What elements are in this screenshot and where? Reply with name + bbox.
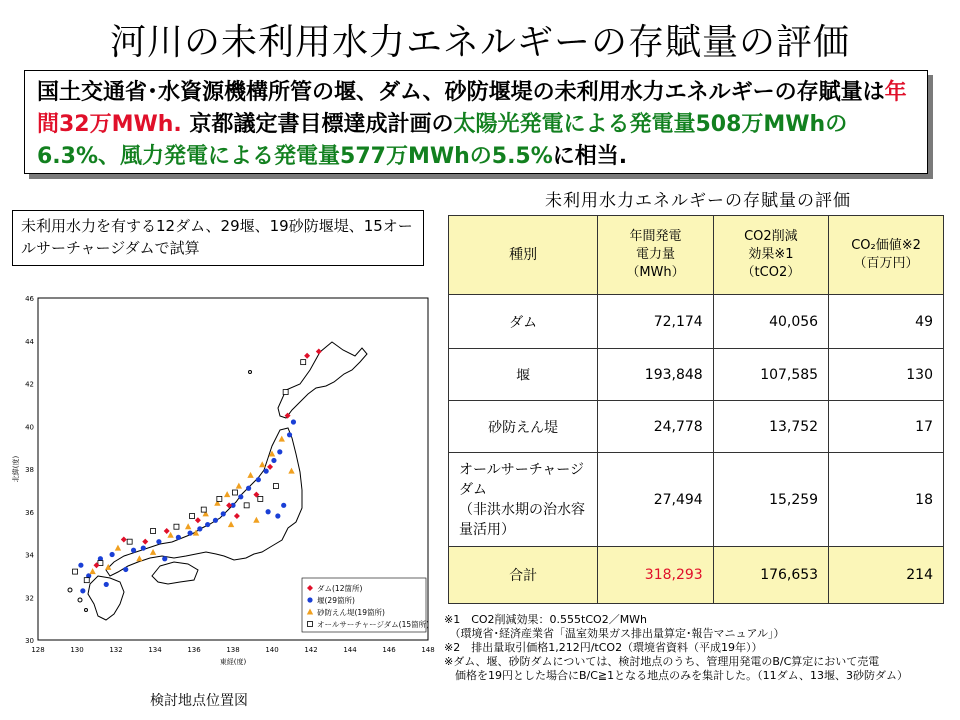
- page-title: 河川の未利用水力エネルギーの存賦量の評価: [109, 22, 850, 63]
- header-text: 年間発電 電力量 （MWh）: [626, 229, 685, 280]
- surcharge-dam-point: [201, 507, 206, 512]
- x-tick-label: 128: [31, 646, 45, 654]
- x-tick-label: 130: [70, 646, 84, 654]
- table-cell: 193,848: [598, 349, 713, 401]
- row-label: 堰: [449, 349, 598, 401]
- footnote-line: （環境省･経済産業省「温室効果ガス排出量算定･報告マニュアル」）: [444, 627, 785, 640]
- weir-point: [238, 494, 243, 499]
- table-cell: 107,585: [713, 349, 828, 401]
- y-tick-label: 32: [25, 594, 34, 603]
- surcharge-dam-point: [244, 503, 249, 508]
- table-row: [449, 453, 944, 547]
- y-tick-label: 30: [25, 637, 34, 645]
- weir-point: [221, 511, 226, 516]
- x-tick-label: 142: [304, 646, 318, 654]
- header-cell: [598, 216, 713, 295]
- summary-box: [24, 70, 928, 174]
- y-tick-label: 36: [25, 508, 34, 517]
- table-cell: 176,653: [713, 547, 828, 604]
- weir-point: [271, 458, 276, 463]
- row-label-text: オールサーチャージ ダム （非洪水期の治水容 量活用）: [459, 461, 585, 538]
- weir-point: [104, 582, 109, 587]
- weir-point: [277, 449, 282, 454]
- table-header-row: [449, 216, 944, 295]
- header-text: CO₂価値※2 （百万円）: [851, 238, 921, 271]
- surcharge-dam-point: [232, 490, 237, 495]
- table-cell: 24,778: [598, 401, 713, 453]
- x-tick-label: 134: [148, 646, 162, 654]
- summary-highlight-comparison: 太陽光発電による発電量508万MWhの6.3%、風力発電による発電量577万MWhの5.5%: [37, 112, 848, 169]
- header-cell: [713, 216, 828, 295]
- x-tick-label: 140: [265, 646, 279, 654]
- header-cell: 種別: [449, 216, 598, 295]
- summary-text-1: 国土交通省･水資源機構所管の堰、ダム、砂防堰堤の未利用水力エネルギーの存賦量は: [37, 80, 885, 105]
- weir-point: [205, 522, 210, 527]
- table-row: [449, 295, 944, 349]
- table-cell: 17: [829, 401, 944, 453]
- x-axis-label: 東経(度): [219, 658, 247, 666]
- row-label: ダム: [449, 295, 598, 349]
- x-tick-label: 148: [421, 646, 435, 654]
- table-cell: 27,494: [598, 453, 713, 547]
- row-label: 合計: [449, 547, 598, 604]
- weir-point: [110, 552, 115, 557]
- legend-label: ダム(12箇所): [317, 584, 363, 593]
- weir-point: [162, 556, 167, 561]
- x-tick-label: 146: [382, 646, 396, 654]
- weir-point: [256, 477, 261, 482]
- legend-symbol-weir: [307, 597, 312, 602]
- weir-point: [264, 469, 269, 474]
- header-text: CO2削減 効果※1 （tCO2）: [741, 229, 801, 280]
- x-tick-label: 138: [226, 646, 240, 654]
- weir-point: [246, 486, 251, 491]
- weir-point: [291, 419, 296, 424]
- trial-note: 未利用水力を有する12ダム、29堰、19砂防堰堤、15オールサーチャージダムで試算: [12, 210, 424, 266]
- x-tick-label: 132: [109, 646, 123, 654]
- surcharge-dam-point: [127, 539, 132, 544]
- table-row: [449, 401, 944, 453]
- legend-label: 砂防えん堤(19箇所): [317, 608, 385, 617]
- weir-point: [287, 432, 292, 437]
- location-map: [10, 290, 440, 680]
- y-tick-label: 44: [25, 337, 34, 346]
- table-cell: 40,056: [713, 295, 828, 349]
- y-tick-label: 40: [25, 423, 34, 432]
- weir-point: [281, 503, 286, 508]
- table-cell: 15,259: [713, 453, 828, 547]
- surcharge-dam-point: [151, 528, 156, 533]
- legend-label: 堰(29箇所): [317, 596, 355, 605]
- y-tick-label: 38: [25, 466, 34, 474]
- footnote-line: 価格を19円とした場合にB/C≧1となる地点のみを集計した。（11ダム、13堰、3砂防ダム）: [444, 669, 908, 682]
- header-cell: [829, 216, 944, 295]
- x-tick-label: 144: [343, 646, 357, 654]
- weir-point: [197, 526, 202, 531]
- weir-point: [266, 509, 271, 514]
- surcharge-dam-point: [190, 514, 195, 519]
- table-cell-total-highlight: 318,293: [598, 547, 713, 604]
- x-tick-label: 136: [187, 646, 201, 654]
- summary-text-2: 京都議定書目標達成計画の: [181, 112, 454, 137]
- table-cell: 13,752: [713, 401, 828, 453]
- summary-text-3: に相当.: [552, 144, 628, 169]
- table-total-row: [449, 547, 944, 604]
- surcharge-dam-point: [273, 484, 278, 489]
- legend-symbol-surcharge: [308, 622, 313, 627]
- legend-label: オールサーチャージダム(15箇所): [317, 620, 430, 629]
- evaluation-table: [448, 215, 944, 604]
- weir-point: [176, 535, 181, 540]
- weir-point: [78, 563, 83, 568]
- footnotes: [444, 613, 960, 683]
- footnote-line: ※1 CO2削減効果：0.555tCO2／MWh: [444, 613, 648, 626]
- table-row: [449, 349, 944, 401]
- y-tick-label: 34: [25, 551, 34, 560]
- weir-point: [80, 588, 85, 593]
- y-tick-label: 46: [25, 295, 34, 303]
- summary-highlight-amount: 年間32万MWh.: [37, 80, 907, 137]
- y-axis-label: 北緯(度): [12, 455, 20, 483]
- row-label: [449, 453, 598, 547]
- surcharge-dam-point: [258, 496, 263, 501]
- weir-point: [213, 518, 218, 523]
- table-cell: 130: [829, 349, 944, 401]
- weir-point: [131, 548, 136, 553]
- table-cell: 72,174: [598, 295, 713, 349]
- table-cell: 49: [829, 295, 944, 349]
- row-label: 砂防えん堤: [449, 401, 598, 453]
- table-cell: 214: [829, 547, 944, 604]
- weir-point: [275, 513, 280, 518]
- weir-point: [141, 545, 146, 550]
- footnote-line: ※2 排出量取引価格1,212円/tCO2（環境省資料（平成19年））: [444, 641, 763, 654]
- y-tick-label: 42: [25, 380, 34, 389]
- table-title: 未利用水力エネルギーの存賦量の評価: [545, 191, 851, 211]
- footnote-line: ※ダム、堰、砂防ダムについては、検討地点のうち、管理用発電のB/C算定において売電: [444, 655, 880, 668]
- surcharge-dam-point: [283, 390, 288, 395]
- weir-point: [123, 567, 128, 572]
- surcharge-dam-point: [84, 578, 89, 583]
- table-cell: 18: [829, 453, 944, 547]
- surcharge-dam-point: [217, 496, 222, 501]
- map-caption: 検討地点位置図: [150, 693, 248, 709]
- surcharge-dam-point: [174, 524, 179, 529]
- map-chart: [10, 290, 440, 680]
- surcharge-dam-point: [301, 360, 306, 365]
- weir-point: [156, 539, 161, 544]
- weir-point: [188, 531, 193, 536]
- surcharge-dam-point: [73, 569, 78, 574]
